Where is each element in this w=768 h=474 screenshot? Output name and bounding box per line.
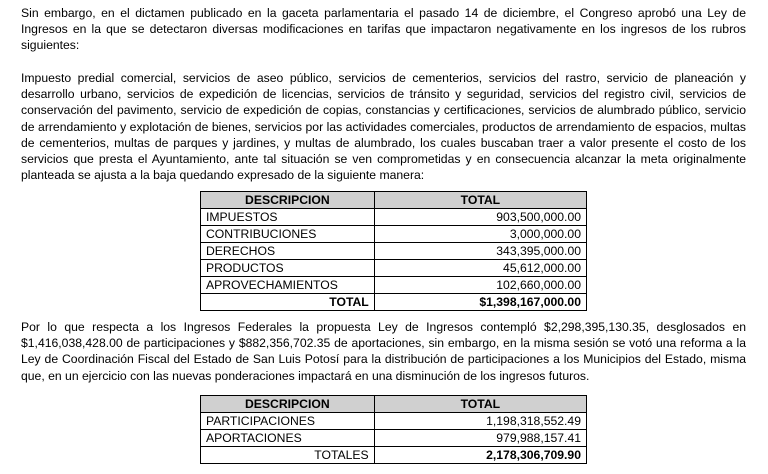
intro-paragraph: Sin embargo, en el dictamen publicado en la gaceta parlamentaria el pasado 14 de diciembre, el Congreso aprobó una Ley de Ingresos en la que se detectaron diversas modificaciones en tarifas que impactaron negativamente en los ingresos de los rubros siguientes:	[21, 6, 746, 53]
row-total: 3,000,000.00	[374, 226, 586, 243]
table-row	[201, 413, 587, 430]
table-total-row	[201, 294, 587, 311]
row-descripcion: DERECHOS	[201, 243, 375, 260]
row-total: 1,198,318,552.49	[374, 413, 586, 430]
row-descripcion: PARTICIPACIONES	[201, 413, 375, 430]
table-row	[201, 277, 587, 294]
table-total-row	[201, 447, 587, 464]
table-row	[201, 209, 587, 226]
rubros-paragraph: Impuesto predial comercial, servicios de aseo público, servicios de cementerios, servicios del rastro, servicio de planeación y desarrollo urbano, servicios de expedición de licencias, servicios de tránsito y seguridad, servicios del registro civil, servicios de conservación del pavimento, servicio de expedición de copias, constancias y certificaciones, servicios de alumbrado público, servicio de arrendamiento y explotación de bienes, servicios por las actividades comerciales, productos de arrendamiento de espacios, multas de cementerios, multas de parques y jardines, y multas de alumbrado, los cuales buscaban traer a valor presente el costo de los servicios que presta el Ayuntamiento, ante tal situación se ven comprometidas y en consecuencia alcanzar la meta originalmente planteada se ajusta a la baja quedando expresado de la siguiente manera:	[21, 71, 746, 183]
table-header-row	[201, 192, 587, 209]
row-total: 45,612,000.00	[374, 260, 586, 277]
row-descripcion: APROVECHAMIENTOS	[201, 277, 375, 294]
table-row	[201, 226, 587, 243]
header-descripcion: DESCRIPCION	[201, 192, 375, 209]
total-label: TOTAL	[201, 294, 375, 311]
table-row	[201, 260, 587, 277]
header-total: TOTAL	[374, 192, 586, 209]
row-total: 343,395,000.00	[374, 243, 586, 260]
row-total: 903,500,000.00	[374, 209, 586, 226]
row-descripcion: APORTACIONES	[201, 430, 375, 447]
federales-paragraph: Por lo que respecta a los Ingresos Federales la propuesta Ley de Ingresos contempló $2,298,395,130.35, desglosados en $1,416,038,428.00 de participaciones y $882,356,702.35 de aportaciones, sin embargo, en la misma sesión se votó una reforma a la Ley de Coordinación Fiscal del Estado de San Luis Potosí para la distribución de participaciones a los Municipios del Estado, misma que, en un ejercicio con las nuevas ponderaciones impactará en una disminución de los ingresos futuros.	[21, 320, 746, 383]
header-descripcion: DESCRIPCION	[201, 396, 375, 413]
row-total: 979,988,157.41	[374, 430, 586, 447]
table-row	[201, 430, 587, 447]
row-descripcion: IMPUESTOS	[201, 209, 375, 226]
table-header-row	[201, 396, 587, 413]
row-descripcion: CONTRIBUCIONES	[201, 226, 375, 243]
header-total: TOTAL	[374, 396, 586, 413]
row-total: 102,660,000.00	[374, 277, 586, 294]
total-value: 2,178,306,709.90	[374, 447, 586, 464]
total-value: $1,398,167,000.00	[374, 294, 586, 311]
ingresos-propios-table	[200, 191, 587, 311]
table-row	[201, 243, 587, 260]
total-label: TOTALES	[201, 447, 375, 464]
row-descripcion: PRODUCTOS	[201, 260, 375, 277]
ingresos-federales-table	[200, 395, 587, 464]
